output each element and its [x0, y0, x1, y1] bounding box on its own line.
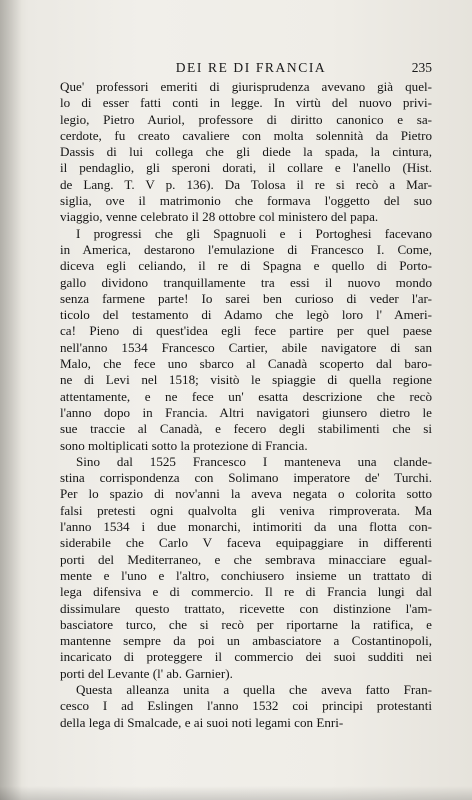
- text-line: cerdote, fu creato cavaliere con molta solennità da Pietro: [60, 127, 432, 143]
- text-line: Per lo spazio di nov'anni la aveva negata o colorita sotto: [60, 486, 432, 502]
- gutter-shadow: [0, 0, 22, 800]
- bottom-shadow: [0, 786, 472, 800]
- text-line: sue traccie al Canadà, e fecero degli stabilimenti che si: [60, 421, 432, 437]
- text-line: stina corrispondenza con Solimano imperatore de' Turchi.: [60, 470, 432, 486]
- paragraph: [60, 682, 432, 731]
- text-line: il pendaglio, gli speroni dorati, il collare e l'anello (Hist.: [60, 160, 432, 176]
- text-line: porti del Levante (l' ab. Garnier).: [60, 665, 233, 681]
- page-number: 235: [411, 60, 432, 75]
- text-line: Malo, che fece uno sbarco al Canadà scoperto dal baro-: [60, 356, 432, 372]
- body-text: [60, 79, 432, 731]
- running-head: [70, 60, 432, 78]
- text-line: nell'anno 1534 Francesco Cartier, abile navigatore di san: [60, 339, 432, 355]
- text-line: ticolo del testamento di Adamo che legò loro l' Ameri-: [60, 307, 432, 323]
- text-line: siglia, ove il matrimonio che formava l'oggetto del suo: [60, 193, 432, 209]
- text-line: porti del Mediterraneo, e che sembrava minacciare egual-: [60, 551, 432, 567]
- paragraph: [60, 226, 432, 454]
- text-line: lega difensiva e di commercio. Il re di Francia lungi dal: [60, 584, 432, 600]
- text-line: Questa alleanza unita a quella che aveva fatto Fran-: [76, 681, 432, 697]
- text-line: basciatore turco, che si recò per riportarne la ratifica, e: [60, 616, 432, 632]
- text-line: ne di Levi nel 1518; visitò le spiaggie di quella regione: [60, 372, 432, 388]
- text-line: falsi pretesti ogni qualvolta gli veniva rimproverata. Ma: [60, 502, 432, 518]
- text-line: mantenne sempre da poi un ambasciatore a Costantinopoli,: [60, 633, 432, 649]
- text-line: de Lang. T. V p. 136). Da Tolosa il re si recò a Mar-: [60, 176, 432, 192]
- text-line: I progressi che gli Spagnuoli e i Portoghesi facevano: [76, 225, 432, 241]
- text-line: viaggio, venne celebrato il 28 ottobre col ministero del papa.: [60, 209, 379, 225]
- text-line: ca! Pieno di quest'idea egli fece partire per quel paese: [60, 323, 432, 339]
- text-line: diceva egli celiando, il re di Spagna e quello di Porto-: [60, 258, 432, 274]
- text-line: in America, destarono l'emulazione di Francesco I. Come,: [60, 241, 432, 257]
- text-line: l'anno 1534 i due monarchi, intimoriti da una flotta con-: [60, 519, 432, 535]
- text-line: dissimulare questo trattato, ricevette con distinzione l'am-: [60, 600, 432, 616]
- text-line: gallo dividono tranquillamente tra essi il nuovo mondo: [60, 274, 432, 290]
- text-line: Dassis di lui collega che gli diede la spada, la cintura,: [60, 144, 432, 160]
- text-line: attentamente, e ne fece un' esatta descrizione che recò: [60, 388, 432, 404]
- text-line: Sino dal 1525 Francesco I manteneva una clande-: [76, 453, 432, 469]
- paragraph: [60, 454, 432, 682]
- text-line: mente e l'uno e l'altro, conchiusero insieme un trattato di: [60, 567, 432, 583]
- text-line: cesco I ad Eslingen l'anno 1532 coi principi protestanti: [60, 698, 432, 714]
- text-line: legio, Pietro Auriol, professore di diritto canonico e sa-: [60, 111, 432, 127]
- text-line: sono moltiplicati sotto la protezione di Francia.: [60, 437, 308, 453]
- text-line: siderabile che Carlo V faceva equipaggiare in differenti: [60, 535, 432, 551]
- text-line: della lega di Smalcade, e ai suoi noti legami con Enri-: [60, 714, 344, 730]
- running-title: DEI RE DI FRANCIA: [175, 60, 327, 75]
- paragraph: [60, 79, 432, 226]
- text-line: lo di esser fatti conti in legge. In virtù del nuovo privi-: [60, 95, 432, 111]
- text-line: senza farmene parte! Io sarei ben curioso di veder l'ar-: [60, 290, 432, 306]
- text-line: l'anno dopo in Francia. Altri navigatori giunsero dietro le: [60, 404, 432, 420]
- text-line: Que' professori emeriti di giurisprudenza avevano già quel-: [60, 79, 432, 94]
- text-line: incaricato di proteggere il commercio dei suoi sudditi nei: [60, 649, 432, 665]
